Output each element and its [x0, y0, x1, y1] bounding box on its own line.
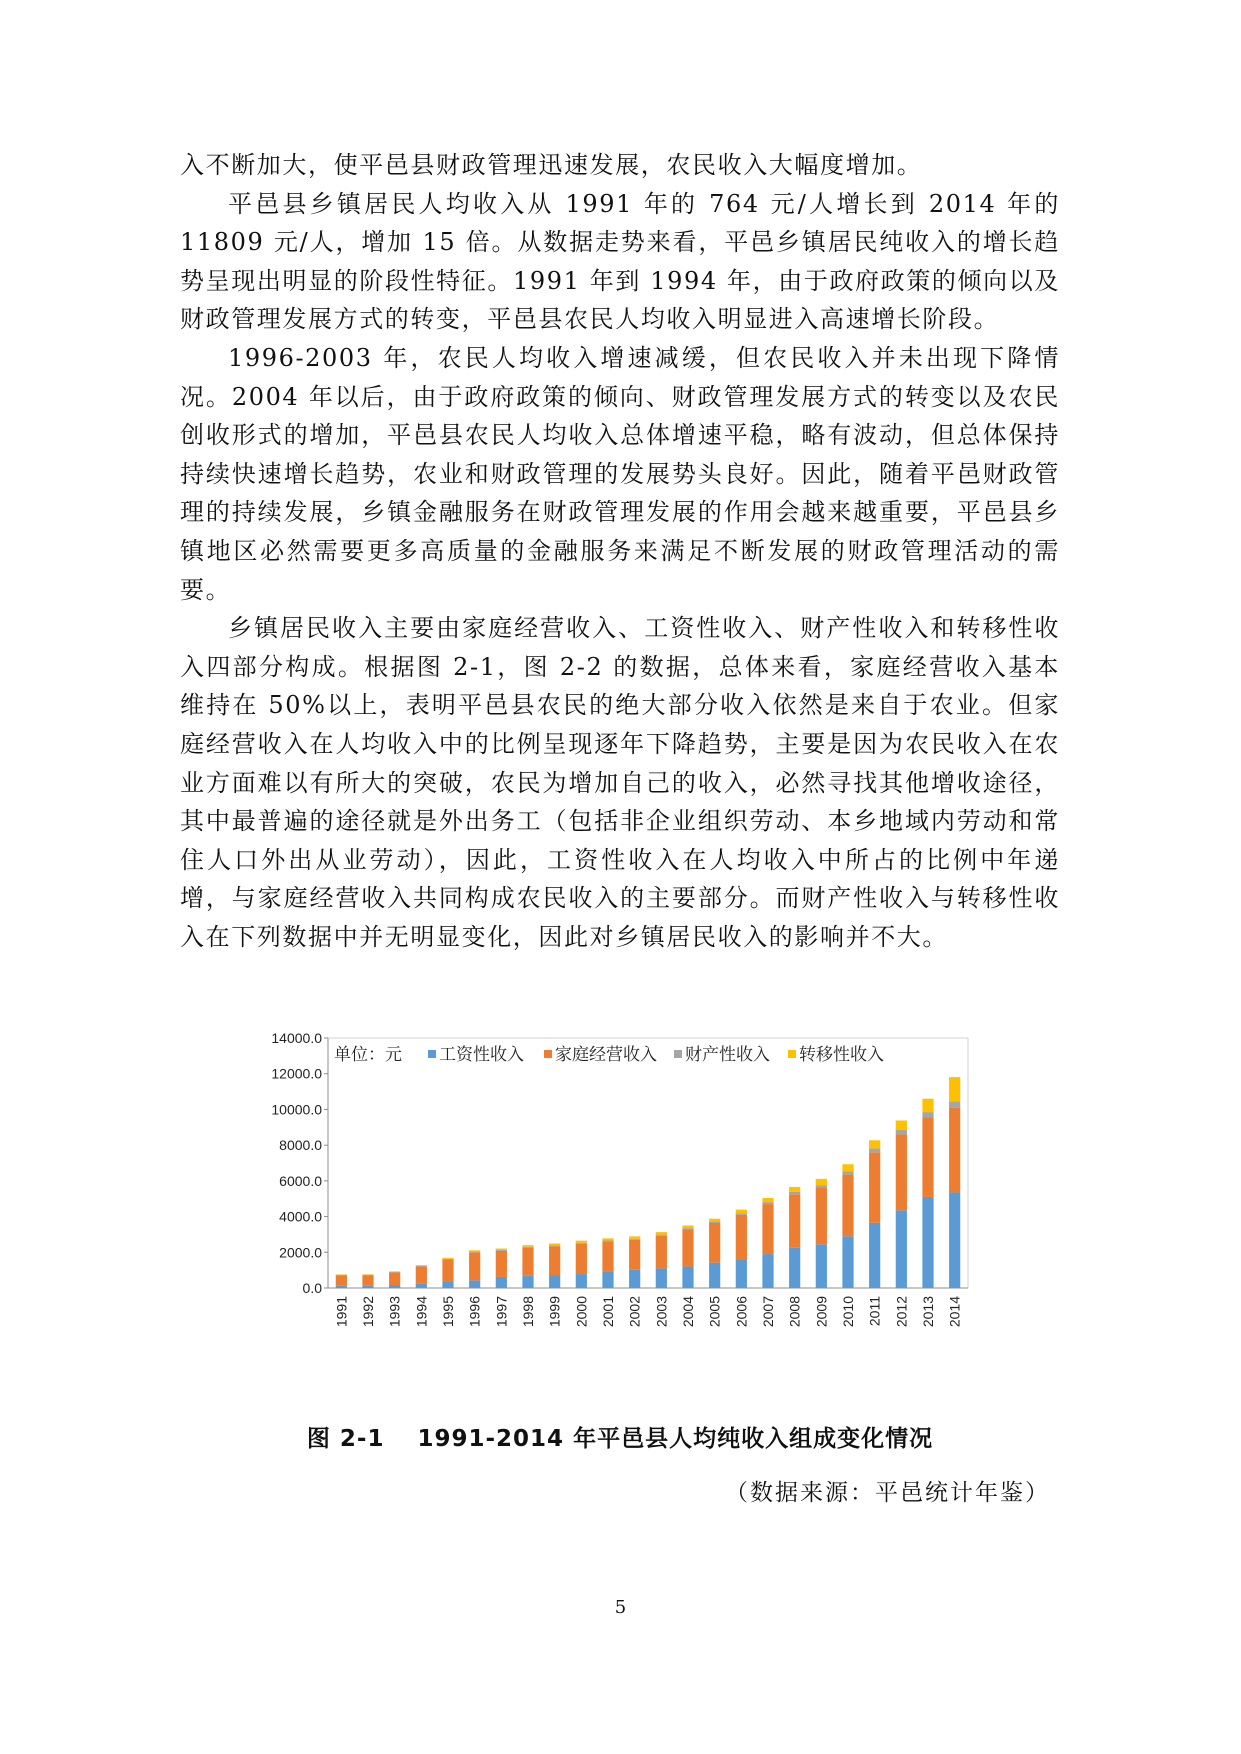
x-tick-label: 1993 [386, 1296, 403, 1328]
x-tick-label: 2013 [920, 1296, 936, 1328]
bar-segment [602, 1241, 613, 1242]
paragraph: 平邑县乡镇居民人均收入从 1991 年的 764 元/人增长到 2014 年的 11809 元/人，增加 15 倍。从数据走势来看，平邑乡镇居民纯收入的增长趋势呈现出明显的阶段性特征。1991 年到 1994 年，由于政府政策的倾向以及财政管理发展方式的转变，平邑县农民人均收入明显进入高速增长阶段。 [180, 189, 1060, 334]
bar-segment [896, 1130, 907, 1134]
bar-segment [496, 1277, 507, 1288]
bar-segment [496, 1249, 507, 1250]
bar-segment [442, 1259, 453, 1281]
bar-segment [549, 1246, 560, 1275]
bar-segment [762, 1204, 773, 1254]
bar-segment [469, 1252, 480, 1280]
bar-segment [389, 1271, 400, 1272]
bar-segment [629, 1239, 640, 1240]
bar-segment [816, 1188, 827, 1244]
x-tick-label: 2010 [840, 1296, 856, 1328]
bar-segment [762, 1254, 773, 1288]
bar-segment [442, 1258, 453, 1259]
bar-segment [709, 1263, 720, 1288]
bar-segment [949, 1108, 960, 1193]
x-tick-label: 1991 [333, 1296, 350, 1328]
bar-segment [416, 1284, 427, 1288]
legend-label: 工资性收入 [439, 1045, 524, 1065]
paragraph: 乡镇居民收入主要由家庭经营收入、工资性收入、财产性收入和转移性收入四部分构成。根据图 2-1，图 2-2 的数据，总体来看，家庭经营收入基本维持在 50%以上，表明平邑县农民的绝大部分收入依然是来自于农业。但家庭经营收入在人均收入中的比例呈现逐年下降趋势，主要是因为农民收入在农业方面难以有所大的突破，农民为增加自己的收入，必然寻找其他增收途径，其中最普遍的途径就是外出务工（包括非企业组织劳动、本乡地域内劳动和常住人口外出从业劳动），因此，工资性收入在人均收入中所占的比例中年递增，与家庭经营收入共同构成农民收入的主要部分。而财产性收入与转移性收入在下列数据中并无明显变化，因此对乡镇居民收入的影响并不大。 [180, 614, 1060, 951]
bar-segment [816, 1244, 827, 1288]
bar-segment [789, 1192, 800, 1194]
bar-segment [416, 1266, 427, 1284]
bar-segment [869, 1140, 880, 1148]
x-tick-label: 2012 [893, 1296, 910, 1328]
bar-segment [656, 1236, 667, 1269]
bar-segment [842, 1175, 853, 1237]
bar-segment [842, 1164, 853, 1171]
bar-segment [789, 1187, 800, 1192]
page-number: 5 [614, 1597, 627, 1618]
bar-segment [656, 1268, 667, 1288]
bar-segment [869, 1148, 880, 1152]
body-text [180, 146, 1060, 956]
bar-segment [949, 1192, 960, 1288]
bar-segment [442, 1259, 453, 1260]
y-tick-label: 6000.0 [279, 1172, 322, 1189]
x-tick-label: 2003 [653, 1296, 670, 1328]
figure-caption: 图 2-1 1991-2014 年平邑县人均纯收入组成变化情况 [306, 1426, 934, 1452]
chart-legend [334, 1045, 884, 1065]
bar-segment [522, 1245, 533, 1247]
bar-segment [469, 1280, 480, 1288]
x-tick-label: 1999 [546, 1296, 563, 1328]
bar-segment [896, 1134, 907, 1210]
y-tick-label: 0.0 [302, 1280, 322, 1296]
bar-segment [736, 1213, 747, 1215]
y-tick-label: 8000.0 [279, 1137, 322, 1154]
bar-segment [416, 1265, 427, 1266]
bar-segment [922, 1117, 933, 1196]
legend-label: 财产性收入 [685, 1045, 770, 1065]
x-tick-label: 1998 [520, 1296, 536, 1328]
bar-segment [629, 1240, 640, 1270]
legend-label: 家庭经营收入 [555, 1045, 657, 1065]
bar-segment [682, 1267, 693, 1288]
bar-segment [709, 1223, 720, 1263]
bar-segment [362, 1274, 373, 1275]
legend-swatch [674, 1050, 682, 1058]
paragraph: 1996-2003 年，农民人均收入增速减缓，但农民收入并未出现下降情况。2004 年以后，由于政府政策的倾向、财政管理发展方式的转变以及农民创收形式的增加，平邑县农民人均收入总体增速平稳，略有波动，但总体保持持续快速增长趋势，农业和财政管理的发展势头良好。因此，随着平邑财政管理的持续发展，乡镇金融服务在财政管理发展的作用会越来越重要，平邑县乡镇地区必然需要更多高质量的金融服务来满足不断发展的财政管理活动的需要。 [180, 343, 1060, 604]
bar-segment [602, 1242, 613, 1272]
bar-segment [709, 1219, 720, 1222]
bar-segment [629, 1236, 640, 1238]
bar-segment [656, 1235, 667, 1236]
bar-segment [549, 1276, 560, 1289]
bar-segment [469, 1250, 480, 1251]
bar-segment [549, 1245, 560, 1246]
bar-segment [789, 1248, 800, 1288]
bar-segment [949, 1077, 960, 1101]
bar-segment [362, 1275, 373, 1286]
y-axis [271, 1030, 968, 1296]
x-tick-label: 1995 [440, 1296, 456, 1328]
bar-segment [576, 1274, 587, 1288]
x-tick-label: 2011 [866, 1296, 883, 1327]
x-tick-label: 2001 [600, 1296, 616, 1328]
bar-segment [842, 1171, 853, 1174]
bar-segment [762, 1198, 773, 1202]
chart-unit-label: 单位：元 [334, 1045, 402, 1065]
bar-segment [736, 1215, 747, 1259]
bar-segment [549, 1244, 560, 1246]
legend-swatch [428, 1050, 436, 1058]
bar-segment [869, 1223, 880, 1288]
bar-segment [682, 1226, 693, 1229]
x-tick-label: 2014 [946, 1296, 963, 1328]
bar-segment [656, 1232, 667, 1235]
x-tick-label: 2009 [813, 1296, 830, 1328]
bar-segment [522, 1247, 533, 1248]
x-tick-label: 2008 [786, 1296, 803, 1328]
figure-source: （数据来源：平邑统计年鉴） [725, 1480, 1050, 1506]
bar-segment [736, 1259, 747, 1288]
x-tick-label: 1994 [413, 1296, 430, 1328]
bar-segment [576, 1243, 587, 1244]
bar-segment [522, 1276, 533, 1288]
legend-swatch [544, 1050, 552, 1058]
y-tick-label: 2000.0 [279, 1244, 322, 1261]
x-tick-label: 2006 [733, 1296, 750, 1328]
x-tick-label: 1992 [360, 1296, 376, 1328]
bar-segment [469, 1252, 480, 1253]
y-tick-label: 4000.0 [279, 1208, 322, 1225]
bar-segment [442, 1282, 453, 1288]
bar-segment [869, 1152, 880, 1223]
bar-segment [922, 1099, 933, 1112]
bar-segment [682, 1229, 693, 1266]
bar-segment [762, 1202, 773, 1204]
y-tick-label: 10000.0 [271, 1101, 322, 1118]
bar-segment [522, 1248, 533, 1276]
y-tick-label: 14000.0 [271, 1030, 322, 1046]
x-tick-label: 1996 [466, 1296, 483, 1328]
stacked-bar-chart [270, 1030, 990, 1360]
bar-segment [842, 1236, 853, 1288]
bar-segment [576, 1241, 587, 1243]
x-tick-label: 2002 [626, 1296, 643, 1328]
bar-segment [389, 1272, 400, 1285]
bar-segment [816, 1185, 827, 1188]
bar-segment [709, 1222, 720, 1223]
income-chart [270, 1030, 990, 1430]
bar-segment [629, 1270, 640, 1288]
legend-label: 转移性收入 [799, 1045, 884, 1065]
bar-segment [496, 1250, 507, 1251]
x-tick-label: 2007 [760, 1296, 776, 1328]
bar-segment [336, 1275, 347, 1286]
bar-segment [949, 1101, 960, 1107]
paragraph: 入不断加大，使平邑县财政管理迅速发展，农民收入大幅度增加。 [180, 151, 923, 179]
x-tick-label: 2004 [680, 1296, 696, 1328]
bar-segment [896, 1121, 907, 1130]
x-tick-label: 2005 [706, 1296, 723, 1328]
bar-segment [922, 1197, 933, 1288]
bar-series [336, 1077, 961, 1288]
bar-segment [602, 1238, 613, 1240]
bar-segment [922, 1112, 933, 1117]
bar-segment [736, 1210, 747, 1214]
y-tick-label: 12000.0 [271, 1065, 322, 1082]
bar-segment [816, 1179, 827, 1185]
bar-segment [896, 1210, 907, 1288]
x-axis [328, 1288, 968, 1327]
bar-segment [496, 1251, 507, 1277]
bar-segment [576, 1244, 587, 1274]
bar-segment [682, 1228, 693, 1229]
bar-segment [602, 1272, 613, 1288]
bar-segment [789, 1194, 800, 1248]
legend-swatch [788, 1050, 796, 1058]
x-tick-label: 2000 [573, 1296, 590, 1328]
x-tick-label: 1997 [493, 1296, 510, 1328]
